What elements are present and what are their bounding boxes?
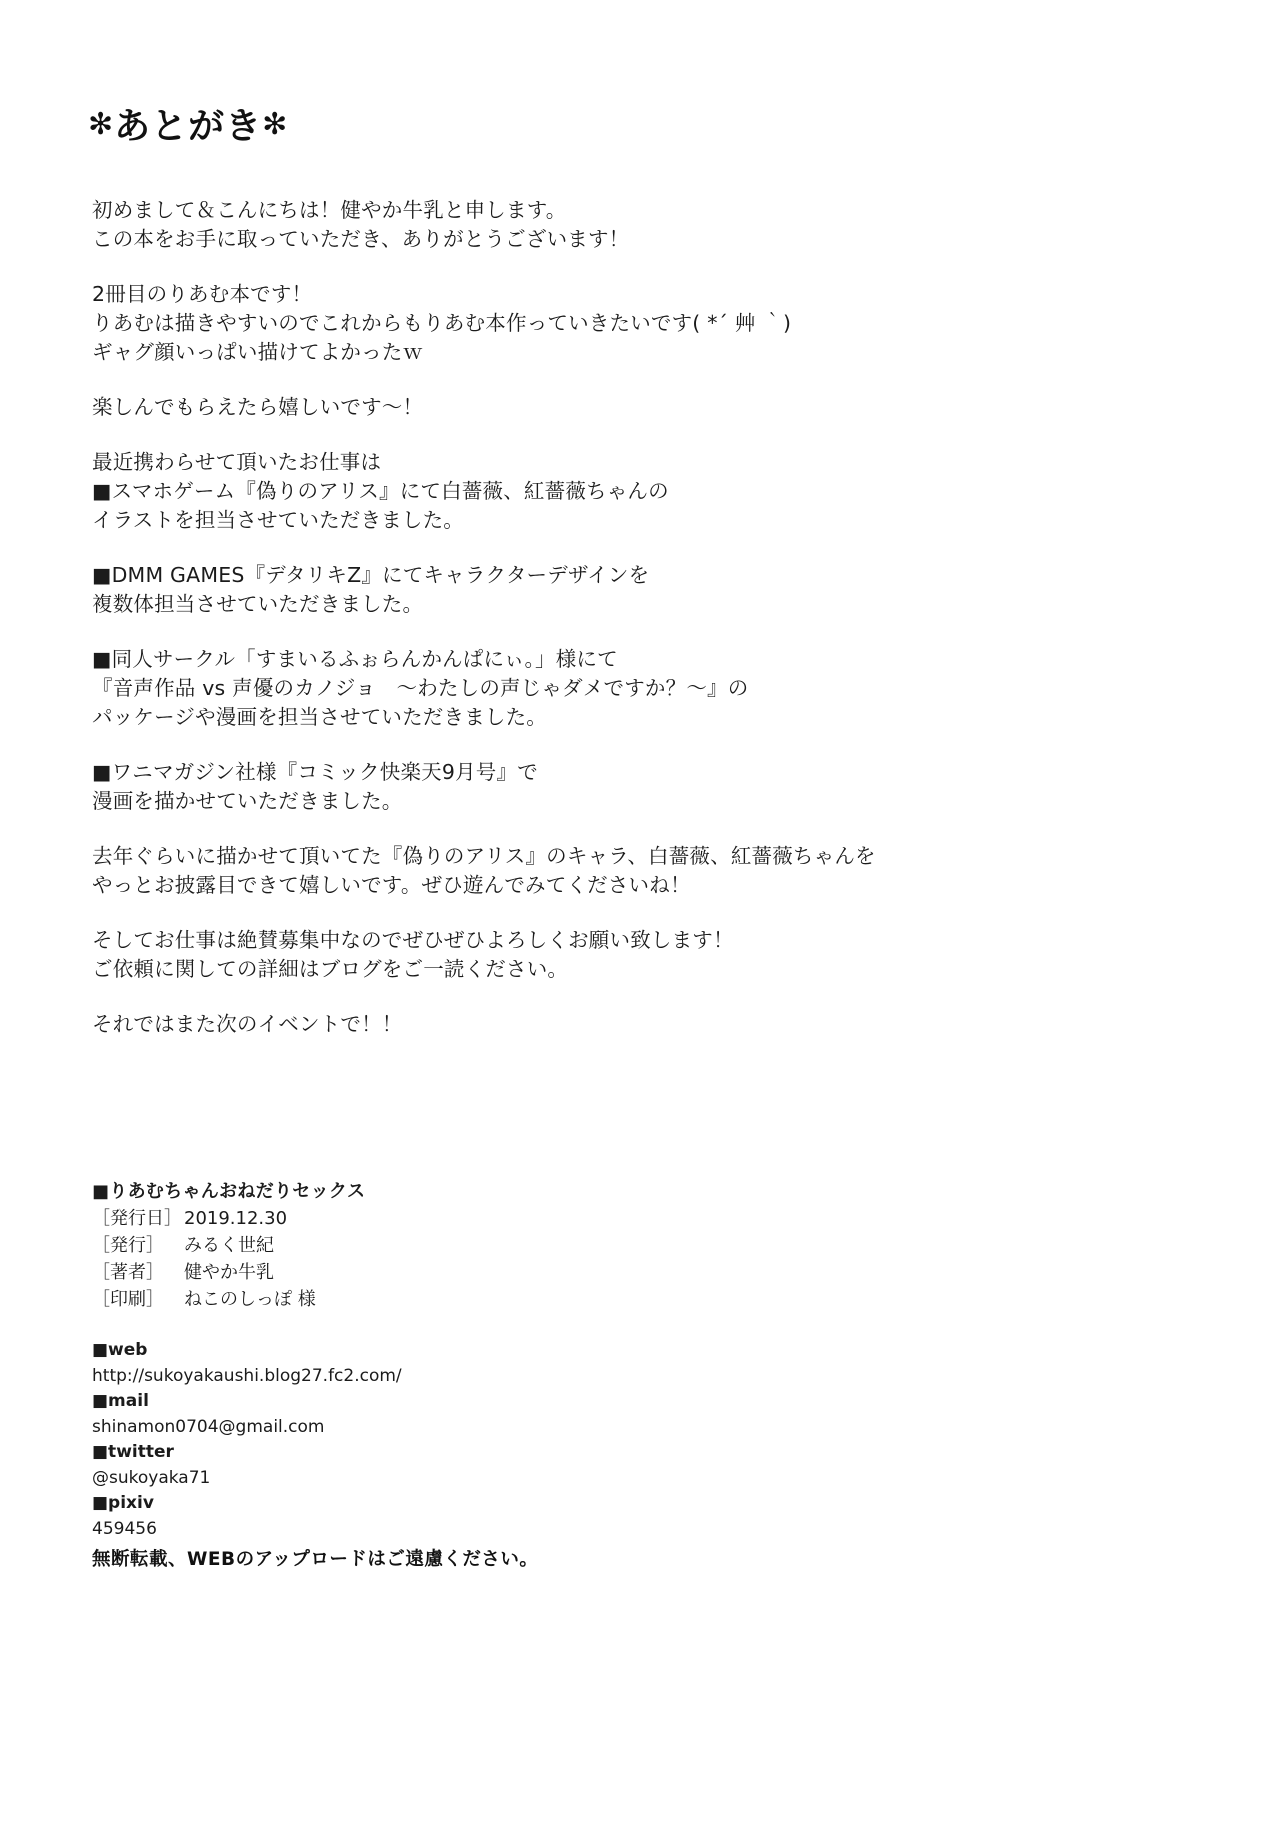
- text-line: イラストを担当させていただきました。: [92, 508, 464, 532]
- contact-heading-pixiv: ■pixiv: [92, 1493, 154, 1513]
- colophon-value: 2019.12.30: [184, 1208, 288, 1229]
- text-line: ■同人サークル「すまいるふぉらんかんぱにぃ。」様にて: [92, 647, 618, 671]
- colophon-label: ［印刷］: [92, 1289, 164, 1310]
- text-line: ■ワニマガジン社様『コミック快楽天9月号』で: [92, 760, 538, 784]
- text-line: 初めまして＆こんにちは！健やか牛乳と申します。: [92, 198, 567, 222]
- colophon-row: [92, 1259, 992, 1286]
- text-line: 複数体担当させていただきました。: [92, 592, 424, 616]
- colophon-work-title: ■りあむちゃんおねだりセックス: [92, 1181, 366, 1202]
- contact-value-mail[interactable]: shinamon0704@gmail.com: [92, 1416, 325, 1437]
- paragraph: [92, 842, 1092, 900]
- paragraph: [92, 645, 1092, 732]
- paragraph: [92, 758, 1092, 816]
- copyright-notice: 無断転載、WEBのアップロードはご遠慮ください。: [92, 1549, 539, 1570]
- paragraph: [92, 196, 1092, 254]
- text-line: 楽しんでもらえたら嬉しいです〜！: [92, 395, 424, 419]
- colophon-row: [92, 1232, 992, 1259]
- colophon-label: ［著者］: [92, 1262, 164, 1283]
- colophon-value: 健やか牛乳: [184, 1262, 274, 1283]
- contact-list: [92, 1338, 992, 1542]
- colophon-row: [92, 1286, 992, 1313]
- text-line: 『音声作品 vs 声優のカノジョ 〜わたしの声じゃダメですか？〜』の: [92, 676, 749, 700]
- text-line: パッケージや漫画を担当させていただきました。: [92, 705, 547, 729]
- contact-heading-web: ■web: [92, 1340, 148, 1360]
- paragraph: [92, 393, 1092, 422]
- afterword-body: [92, 196, 1092, 1039]
- paragraph: [92, 561, 1092, 619]
- text-line: りあむは描きやすいのでこれからもりあむ本作っていきたいです( *´ 艸 ｀): [92, 311, 792, 335]
- text-line: ■スマホゲーム『偽りのアリス』にて白薔薇、紅薔薇ちゃんの: [92, 479, 669, 503]
- text-line: ギャグ顔いっぱい描けてよかったｗ: [92, 340, 424, 364]
- colophon-value: ねこのしっぽ 様: [184, 1289, 316, 1310]
- colophon-value: みるく世紀: [184, 1235, 274, 1256]
- text-line: 漫画を描かせていただきました。: [92, 789, 403, 813]
- text-line: この本をお手に取っていただき、ありがとうございます！: [92, 227, 630, 251]
- text-line: そしてお仕事は絶賛募集中なのでぜひぜひよろしくお願い致します！: [92, 928, 734, 952]
- page-title-text: あとがき: [114, 106, 263, 147]
- contact-heading-twitter: ■twitter: [92, 1442, 174, 1462]
- star-icon-right: ✻: [262, 107, 289, 142]
- text-line: 2冊目のりあむ本です！: [92, 282, 313, 306]
- contact-value-web[interactable]: http://sukoyakaushi.blog27.fc2.com/: [92, 1365, 402, 1386]
- text-line: ■DMM GAMES『デタリキZ』にてキャラクターデザインを: [92, 563, 650, 587]
- page-title: [88, 98, 288, 149]
- paragraph: [92, 448, 1092, 535]
- text-line: 去年ぐらいに描かせて頂いてた『偽りのアリス』のキャラ、白薔薇、紅薔薇ちゃんを: [92, 844, 876, 868]
- colophon-label: ［発行日］: [92, 1208, 182, 1229]
- paragraph: [92, 280, 1092, 367]
- colophon-row: [92, 1205, 992, 1232]
- star-icon-left: ✻: [88, 107, 115, 142]
- contact-value-twitter[interactable]: @sukoyaka71: [92, 1467, 211, 1488]
- colophon-label: ［発行］: [92, 1235, 164, 1256]
- text-line: 最近携わらせて頂いたお仕事は: [92, 450, 382, 474]
- contact-heading-mail: ■mail: [92, 1391, 149, 1411]
- text-line: それではまた次のイベントで！！: [92, 1012, 403, 1036]
- text-line: やっとお披露目できて嬉しいです。ぜひ遊んでみてくださいね！: [92, 873, 691, 897]
- text-line: ご依頼に関しての詳細はブログをご一読ください。: [92, 957, 569, 981]
- contact-value-pixiv[interactable]: 459456: [92, 1518, 157, 1539]
- colophon: [92, 1178, 992, 1313]
- paragraph: [92, 926, 1092, 984]
- paragraph: [92, 1010, 1092, 1039]
